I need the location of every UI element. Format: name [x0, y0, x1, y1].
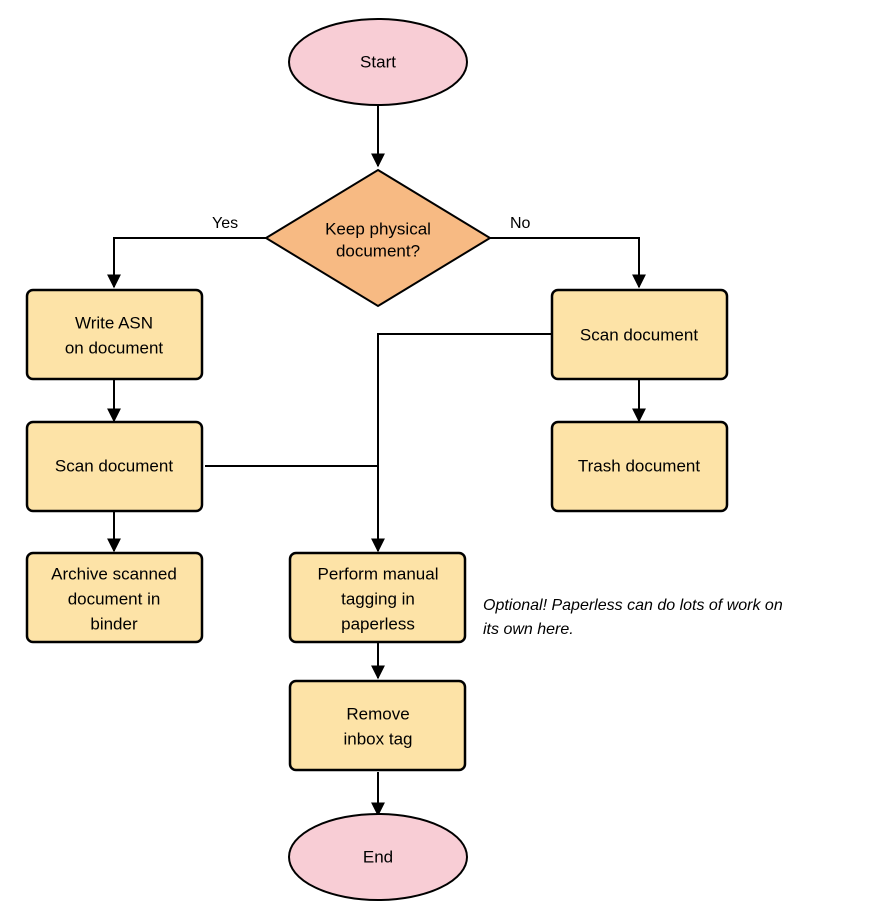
- edge-decision-yes: [114, 238, 266, 287]
- trash-document-label: Trash document: [577, 456, 701, 476]
- node-end[interactable]: [289, 814, 467, 900]
- optional-note: [483, 597, 783, 638]
- scan-document-left-label: Scan document: [54, 456, 174, 476]
- edge-label-yes: Yes: [212, 215, 239, 232]
- node-archive-scanned-document[interactable]: [27, 553, 202, 642]
- edge-scanright-to-tagging: [378, 334, 553, 466]
- node-trash-document[interactable]: [552, 422, 727, 511]
- scan-document-right-label: Scan document: [579, 325, 699, 345]
- remove-inbox-shape: [290, 681, 465, 770]
- remove-inbox-label-line2: inbox tag: [343, 729, 413, 749]
- end-label: End: [362, 847, 394, 867]
- archive-label-line3: binder: [90, 614, 138, 634]
- write-asn-label-line2: on document: [64, 338, 164, 358]
- edge-scanleft-to-tagging: [205, 466, 378, 551]
- node-keep-physical-document[interactable]: [266, 170, 490, 306]
- write-asn-shape: [27, 290, 202, 379]
- node-write-asn[interactable]: [27, 290, 202, 379]
- node-scan-document-right[interactable]: [552, 290, 727, 379]
- tagging-label-line2: tagging in: [341, 589, 415, 609]
- edge-decision-no: [490, 238, 639, 287]
- note-line2: its own here.: [483, 621, 574, 638]
- tagging-label-line3: paperless: [341, 614, 415, 634]
- edge-label-no: No: [510, 215, 531, 232]
- node-perform-manual-tagging[interactable]: [290, 553, 465, 642]
- archive-label-line1: Archive scanned: [51, 564, 177, 584]
- note-line1: Optional! Paperless can do lots of work on: [483, 597, 783, 614]
- node-scan-document-left[interactable]: [27, 422, 202, 511]
- node-start[interactable]: [289, 19, 467, 105]
- decision-label-line1: Keep physical: [325, 219, 431, 239]
- remove-inbox-label-line1: Remove: [346, 704, 410, 724]
- tagging-label-line1: Perform manual: [317, 564, 439, 584]
- decision-label-line2: document?: [335, 241, 421, 261]
- archive-label-line2: document in: [67, 589, 161, 609]
- node-remove-inbox-tag[interactable]: [290, 681, 465, 770]
- start-label: Start: [360, 52, 396, 72]
- write-asn-label-line1: Write ASN: [74, 313, 154, 333]
